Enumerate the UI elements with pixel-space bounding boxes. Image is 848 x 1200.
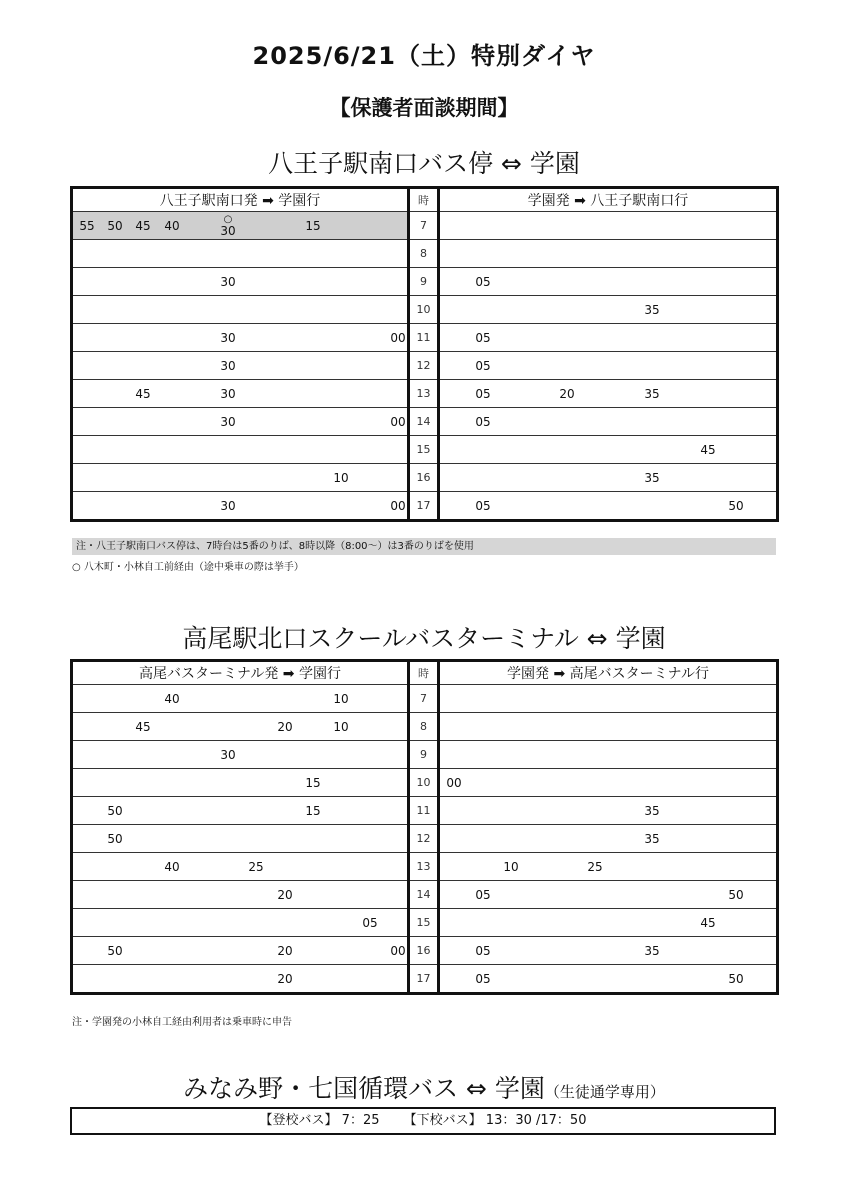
minamino-heading-note: （生徒通学専用） (544, 1083, 665, 1101)
table-row (72, 436, 778, 464)
departure-minute: 35 (644, 471, 660, 485)
hour-cell: 16 (409, 937, 439, 965)
departure-minute: 10 (333, 471, 349, 485)
departure-minute: 35 (644, 832, 660, 846)
departure-minute: 10 (333, 720, 349, 734)
table-row (72, 853, 778, 881)
takao-heading: 高尾駅北口スクールバスターミナル ⇔ 学園 (182, 624, 666, 653)
table-row (72, 881, 778, 909)
departure-minute: 30 (220, 359, 236, 373)
departure-minute: 05 (475, 387, 491, 401)
inbound-cell (439, 825, 778, 853)
outbound-cell (72, 492, 409, 521)
table-row (72, 352, 778, 380)
hour-cell: 11 (409, 324, 439, 352)
departure-minute: 50 (107, 804, 123, 818)
outbound-cell (72, 713, 409, 741)
outbound-cell (72, 436, 409, 464)
departure-minute: 50 (107, 944, 123, 958)
outbound-cell (72, 741, 409, 769)
departure-minute: 40 (164, 860, 180, 874)
hour-cell: 15 (409, 436, 439, 464)
departure-minute: 50 (728, 888, 744, 902)
outbound-cell (72, 769, 409, 797)
hachioji-hour-header: 時 (409, 188, 439, 212)
hour-cell: 12 (409, 352, 439, 380)
departure-minute: 35 (644, 804, 660, 818)
departure-minute: 45 (135, 219, 151, 233)
table-row (72, 713, 778, 741)
departure-minute: 05 (475, 944, 491, 958)
hachioji-note-route: ○ 八木町・小林自工前経由（途中乗車の際は挙手） (72, 562, 304, 573)
hachioji-heading: 八王子駅南口バス停 ⇔ 学園 (268, 149, 580, 178)
departure-minute: 55 (79, 219, 95, 233)
departure-minute: 40 (164, 219, 180, 233)
minamino-schedule-box (70, 1107, 776, 1135)
departure-minute: 05 (475, 359, 491, 373)
departure-minute: 50 (107, 219, 123, 233)
minamino-heading-text: みなみ野・七国循環バス ⇔ 学園 (183, 1074, 545, 1103)
departure-minute: 35 (644, 387, 660, 401)
inbound-cell (439, 909, 778, 937)
hour-cell: 13 (409, 380, 439, 408)
takao-left-header: 高尾バスターミナル発 ➡ 学園行 (72, 661, 409, 685)
outbound-cell (72, 797, 409, 825)
outbound-cell (72, 685, 409, 713)
outbound-cell (72, 853, 409, 881)
outbound-cell (72, 965, 409, 994)
departure-minute: 00 (390, 499, 406, 513)
table-row (72, 492, 778, 521)
departure-minute: 45 (700, 916, 716, 930)
departure-minute: 20 (277, 972, 293, 986)
departure-minute: 20 (277, 888, 293, 902)
hour-cell: 9 (409, 741, 439, 769)
page-subtitle: 【保護者面談期間】 (329, 96, 519, 120)
back-time: 13：30 /17：50 (485, 1113, 587, 1128)
table-row (72, 741, 778, 769)
hour-cell: 14 (409, 881, 439, 909)
outbound-cell (72, 268, 409, 296)
departure-minute: 05 (475, 415, 491, 429)
back-label: 【下校バス】 (403, 1113, 482, 1128)
inbound-cell (439, 408, 778, 436)
table-row (72, 937, 778, 965)
departure-minute: 05 (475, 499, 491, 513)
inbound-cell (439, 685, 778, 713)
hachioji-right-header: 学園発 ➡ 八王子駅南口行 (439, 188, 778, 212)
departure-minute: 50 (728, 972, 744, 986)
takao-hour-header: 時 (409, 661, 439, 685)
table-row (72, 909, 778, 937)
outbound-cell (72, 212, 409, 240)
departure-minute: 00 (390, 331, 406, 345)
hour-cell: 9 (409, 268, 439, 296)
table-row (72, 380, 778, 408)
inbound-cell (439, 324, 778, 352)
departure-minute: 30 (220, 275, 236, 289)
outbound-cell (72, 380, 409, 408)
inbound-cell (439, 492, 778, 521)
outbound-cell (72, 352, 409, 380)
departure-minute: 15 (305, 804, 321, 818)
outbound-cell (72, 464, 409, 492)
inbound-cell (439, 380, 778, 408)
hour-cell: 7 (409, 212, 439, 240)
inbound-cell (439, 240, 778, 268)
departure-minute: 25 (248, 860, 264, 874)
hour-cell: 7 (409, 685, 439, 713)
outbound-cell (72, 909, 409, 937)
table-row (72, 825, 778, 853)
hour-cell: 12 (409, 825, 439, 853)
departure-minute: 00 (390, 944, 406, 958)
departure-minute: 20 (277, 720, 293, 734)
takao-right-header: 学園発 ➡ 高尾バスターミナル行 (439, 661, 778, 685)
table-row (72, 965, 778, 994)
hachioji-timetable (70, 186, 779, 522)
page-title: 2025/6/21（土）特別ダイヤ (252, 42, 596, 70)
inbound-cell (439, 464, 778, 492)
return-bus-times (404, 1113, 587, 1128)
departure-minute: 30 (220, 331, 236, 345)
hour-cell: 8 (409, 240, 439, 268)
departure-minute: 05 (362, 916, 378, 930)
inbound-cell (439, 268, 778, 296)
hour-cell: 8 (409, 713, 439, 741)
outbound-cell (72, 937, 409, 965)
inbound-cell (439, 436, 778, 464)
departure-minute: 45 (700, 443, 716, 457)
table-row (72, 408, 778, 436)
departure-minute: 25 (587, 860, 603, 874)
table-row (72, 240, 778, 268)
inbound-cell (439, 881, 778, 909)
inbound-cell (439, 937, 778, 965)
departure-minute: 45 (135, 720, 151, 734)
inbound-cell (439, 212, 778, 240)
departure-minute: 05 (475, 331, 491, 345)
outbound-cell (72, 296, 409, 324)
hour-cell: 13 (409, 853, 439, 881)
departure-minute: 20 (277, 944, 293, 958)
departure-minute: 10 (503, 860, 519, 874)
departure-minute: 45 (135, 387, 151, 401)
departure-minute: 30 (220, 387, 236, 401)
departure-minute: 35 (644, 303, 660, 317)
table-row (72, 296, 778, 324)
hachioji-note-platform: 注・八王子駅南口バス停は、7時台は5番のりば、8時以降（8:00～）は3番のりばを使用 (72, 538, 776, 555)
departure-minute: 35 (644, 944, 660, 958)
takao-note: 注・学園発の小林自工経由利用者は乗車時に申告 (72, 1017, 292, 1028)
departure-minute: 05 (475, 888, 491, 902)
school-bus-times (260, 1113, 380, 1128)
departure-minute: 15 (305, 219, 321, 233)
inbound-cell (439, 352, 778, 380)
hour-cell: 17 (409, 492, 439, 521)
table-row (72, 268, 778, 296)
departure-minute: 05 (475, 972, 491, 986)
hour-cell: 14 (409, 408, 439, 436)
hour-cell: 11 (409, 797, 439, 825)
minamino-heading (0, 1069, 848, 1105)
table-row (72, 464, 778, 492)
outbound-cell (72, 324, 409, 352)
circle-mark: ○ (223, 214, 233, 225)
go-time: 7：25 (341, 1113, 380, 1128)
hour-cell: 17 (409, 965, 439, 994)
outbound-cell (72, 825, 409, 853)
table-row (72, 324, 778, 352)
table-row (72, 685, 778, 713)
departure-minute: 15 (305, 776, 321, 790)
inbound-cell (439, 853, 778, 881)
hachioji-left-header: 八王子駅南口発 ➡ 学園行 (72, 188, 409, 212)
hour-cell: 15 (409, 909, 439, 937)
departure-minute: 00 (446, 776, 462, 790)
departure-minute: 50 (728, 499, 744, 513)
hour-cell: 10 (409, 296, 439, 324)
departure-minute: 30 (220, 748, 236, 762)
departure-minute: 50 (107, 832, 123, 846)
departure-minute: 40 (164, 692, 180, 706)
table-row (72, 212, 778, 240)
inbound-cell (439, 797, 778, 825)
departure-minute: 20 (559, 387, 575, 401)
go-label: 【登校バス】 (259, 1113, 338, 1128)
inbound-cell (439, 769, 778, 797)
inbound-cell (439, 713, 778, 741)
hour-cell: 16 (409, 464, 439, 492)
departure-minute: 10 (333, 692, 349, 706)
takao-timetable (70, 659, 779, 995)
departure-minute: 30 (220, 224, 236, 238)
table-row (72, 797, 778, 825)
departure-minute: 30 (220, 499, 236, 513)
departure-minute: 05 (475, 275, 491, 289)
outbound-cell (72, 408, 409, 436)
departure-minute: 00 (390, 415, 406, 429)
inbound-cell (439, 741, 778, 769)
hour-cell: 10 (409, 769, 439, 797)
outbound-cell (72, 881, 409, 909)
outbound-cell (72, 240, 409, 268)
departure-minute: 30 (220, 415, 236, 429)
inbound-cell (439, 296, 778, 324)
inbound-cell (439, 965, 778, 994)
table-row (72, 769, 778, 797)
